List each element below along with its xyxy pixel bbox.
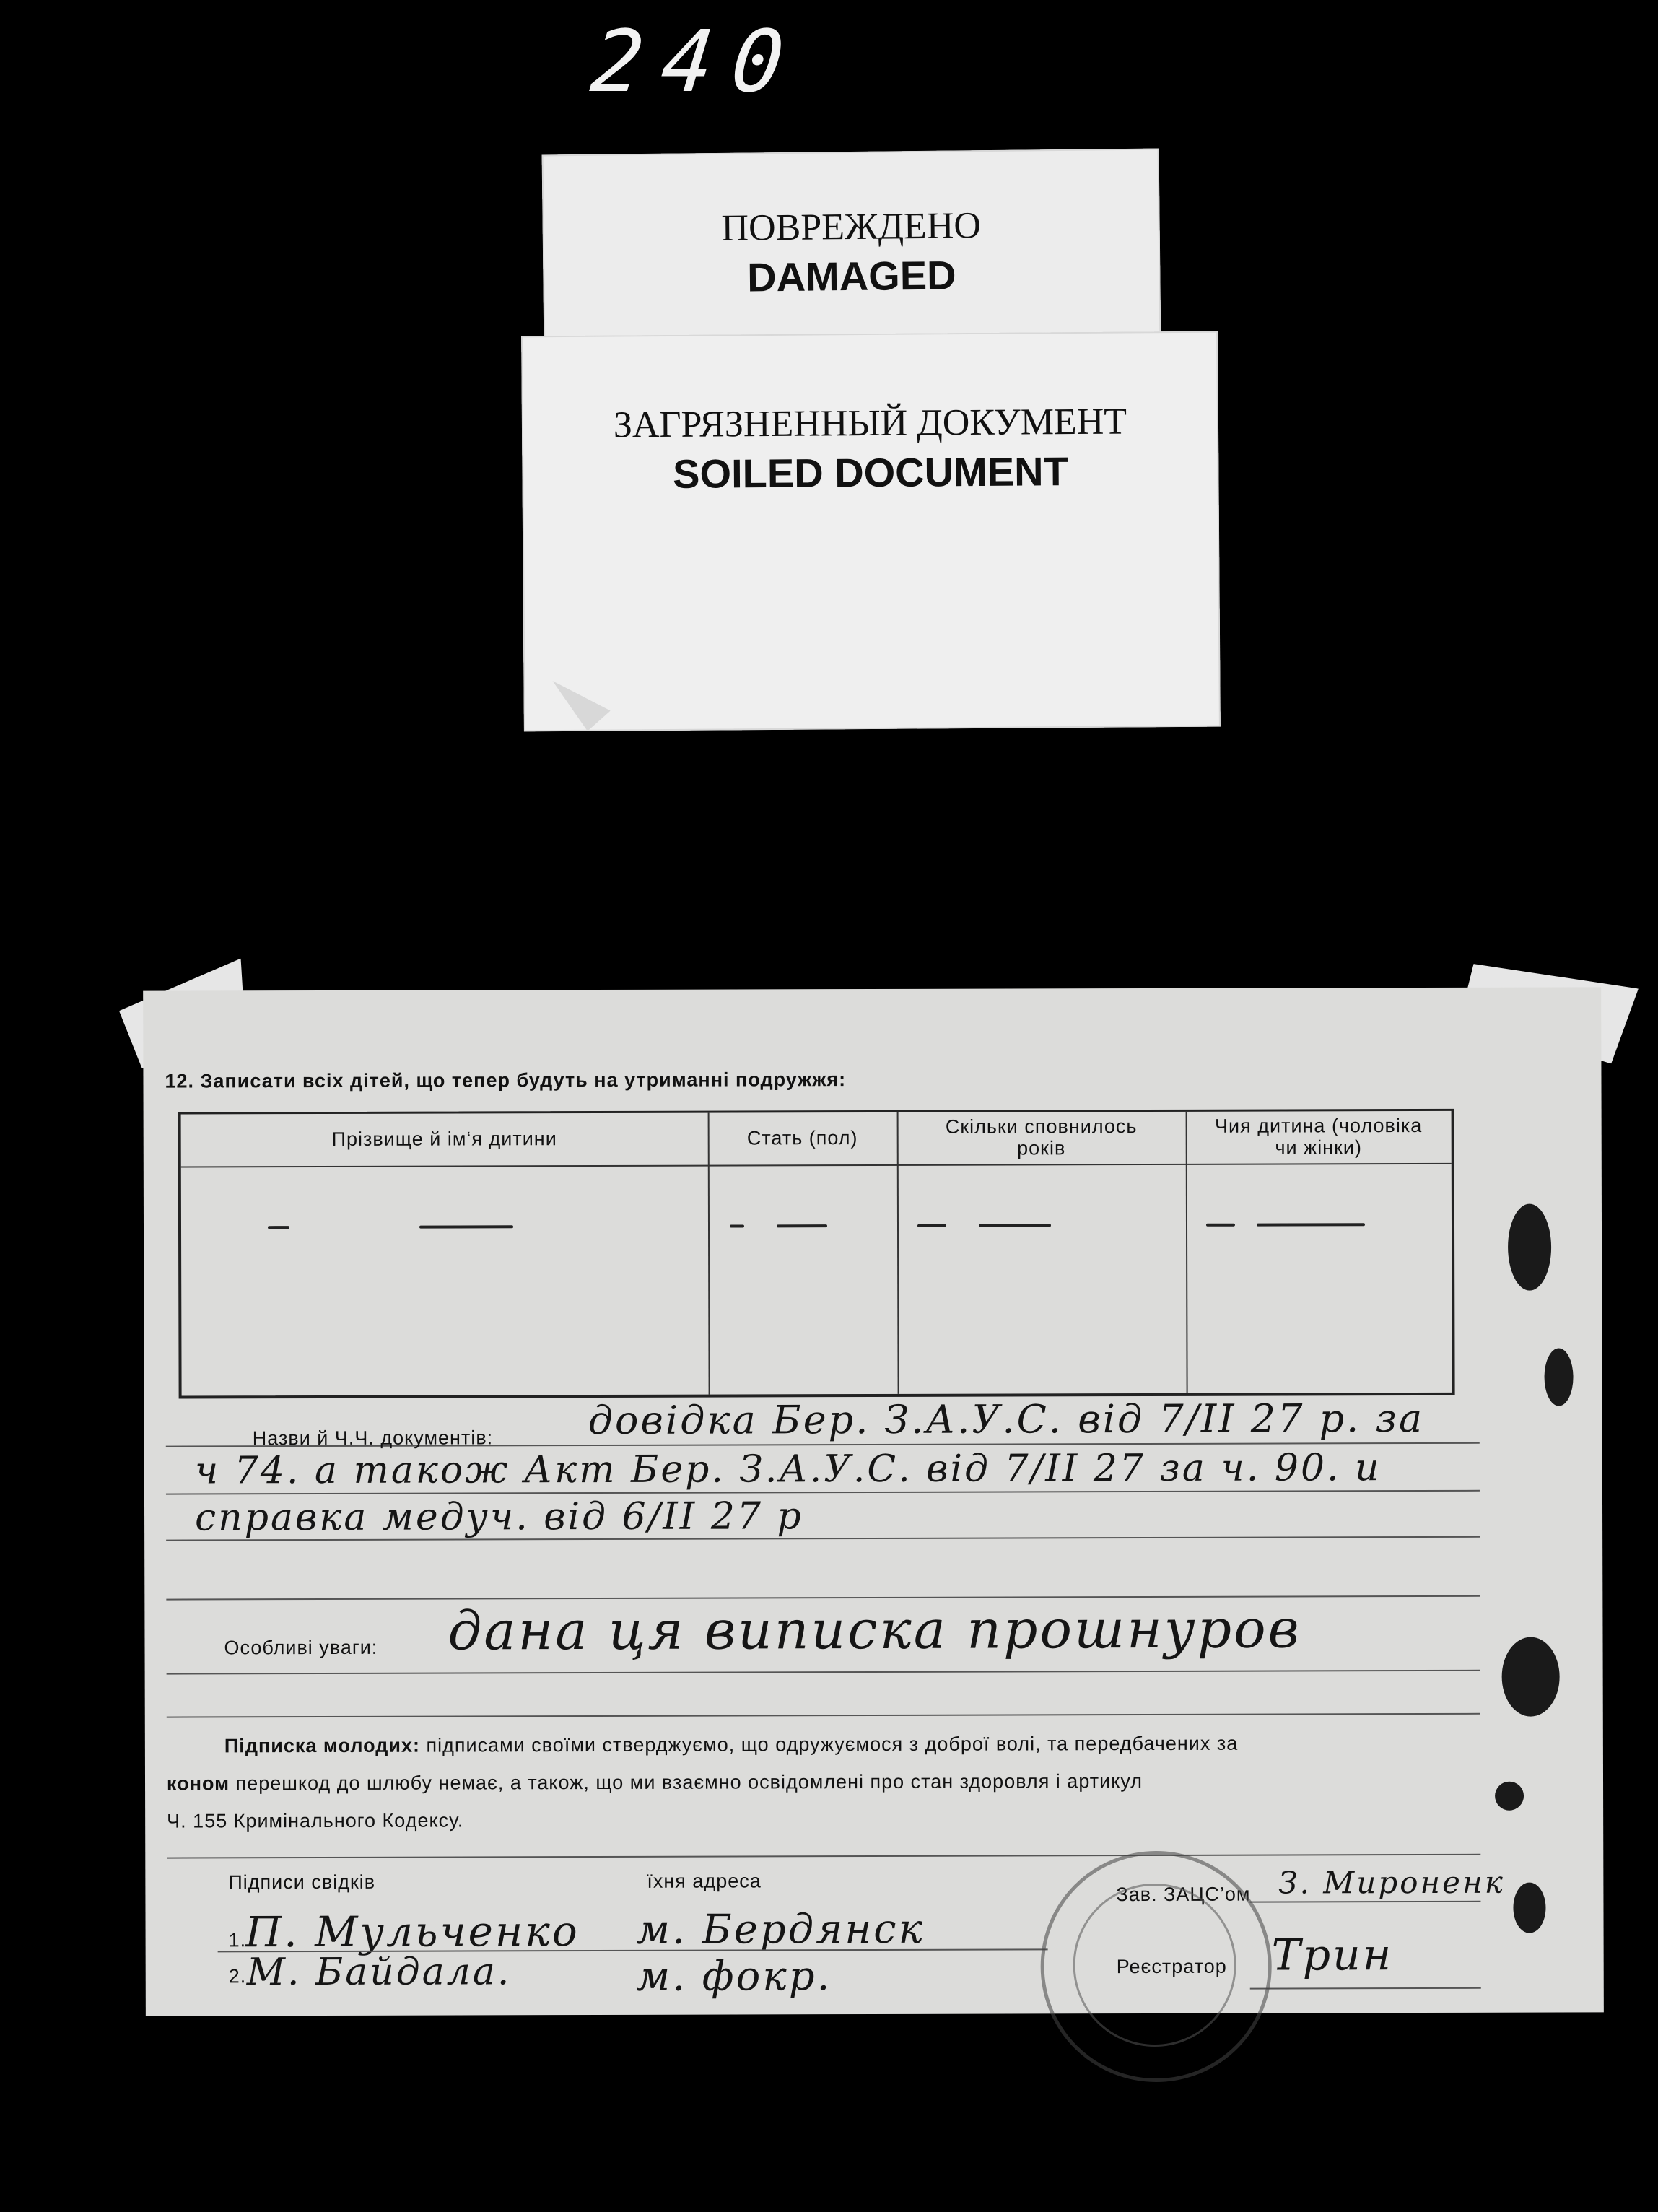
witness-2-address: м. фокр. [636,1953,832,2000]
documents-handwriting-line-1: довідка Бер. З.А.У.С. від 7/II 27 р. за [588,1395,1425,1444]
witnesses-label: Підписи свідків [228,1871,376,1894]
table-header-whose: Чия дитина (чоловіка чи жінки) [1214,1115,1423,1159]
section-12-title: 12. Записати всіх дітей, що тепер будуть на утриманні подружжя: [165,1068,847,1092]
witness-1-address: м. Бердянск [636,1905,925,1954]
newlyweds-pledge [167,1724,1488,1840]
damaged-label-ru: ПОВРЕЖДЕНО [721,205,982,249]
remarks-handwriting: дана ця виписка прошнуров [448,1598,1301,1663]
remarks-rule-bottom [167,1713,1480,1718]
soiled-label-card [521,331,1221,732]
soiled-label-ru: ЗАГРЯЗНЕННЫЙ ДОКУМЕНТ [613,401,1127,446]
empty-entry-dash [777,1224,827,1227]
damaged-label-en: DAMAGED [746,252,956,300]
soil-stain [1513,1883,1545,1933]
soiled-label-en: SOILED DOCUMENT [672,448,1068,497]
empty-entry-dash [268,1226,289,1229]
registrar-signature: Трин [1271,1930,1394,1981]
registrar-label: Реєстратор [1116,1955,1227,1978]
zags-head-signature: З. Мироненк [1278,1864,1505,1901]
documents-handwriting-line-3: справка медуч. від 6/II 27 р [194,1494,803,1540]
documents-label: Назви й Ч.Ч. документів: [252,1427,494,1450]
witness-2-signature: М. Байдала. [246,1950,512,1995]
empty-entry-dash [730,1224,744,1227]
paper-fold-corner [552,681,610,732]
pledge-line-2: перешкод до шлюбу немає, а також, що ми взаємно освідомлені про стан здоровля і артикул [230,1770,1143,1795]
table-header-name: Прізвище й ім‘я дитини [331,1128,557,1150]
marriage-record-form [143,987,1604,2016]
address-label: їхня адреса [647,1870,762,1892]
pledge-line-1: підписами своїми стверджуємо, що одружуємося з доброї волі, та передбачених за [419,1732,1239,1756]
children-table [178,1109,1455,1399]
archive-number: 240 [586,12,808,111]
table-header-sex: Стать (пол) [746,1127,858,1149]
signatures-rule-top [167,1854,1480,1859]
pledge-word-bold: коном [166,1772,230,1795]
signatures-rule [1250,1987,1481,1990]
pledge-heading: Підписка молодих: [224,1734,421,1757]
witness-2-number: 2. [228,1965,247,1987]
damaged-label-card [542,149,1161,350]
official-stamp-inner-ring [1073,1884,1236,2047]
soil-stain [1495,1782,1524,1811]
soil-stain [1544,1348,1573,1406]
empty-entry-dash [917,1224,946,1227]
remarks-label: Особливі уваги: [224,1636,378,1659]
soil-stain [1508,1204,1551,1291]
pledge-line-3: Ч. 155 Кримінального Кодексу. [167,1809,464,1832]
documents-handwriting-line-2: ч 74. а також Акт Бер. З.А.У.С. від 7/II 27 за ч. 90. и [194,1446,1382,1493]
signatures-rule [1249,1901,1480,1903]
soil-stain [1501,1637,1559,1717]
empty-entry-dash [979,1224,1051,1227]
zags-head-label: Зав. ЗАЦС’ом [1116,1883,1251,1906]
remarks-rule [167,1670,1480,1675]
empty-entry-dash [1257,1223,1365,1226]
witness-1-signature: П. Мульченко [245,1907,580,1957]
table-header-age: Скільки сповнилось років [945,1115,1138,1159]
witness-1-number: 1. [228,1929,247,1951]
empty-entry-dash [1206,1224,1235,1227]
empty-entry-dash [419,1225,513,1228]
official-stamp [1040,1851,1272,2083]
